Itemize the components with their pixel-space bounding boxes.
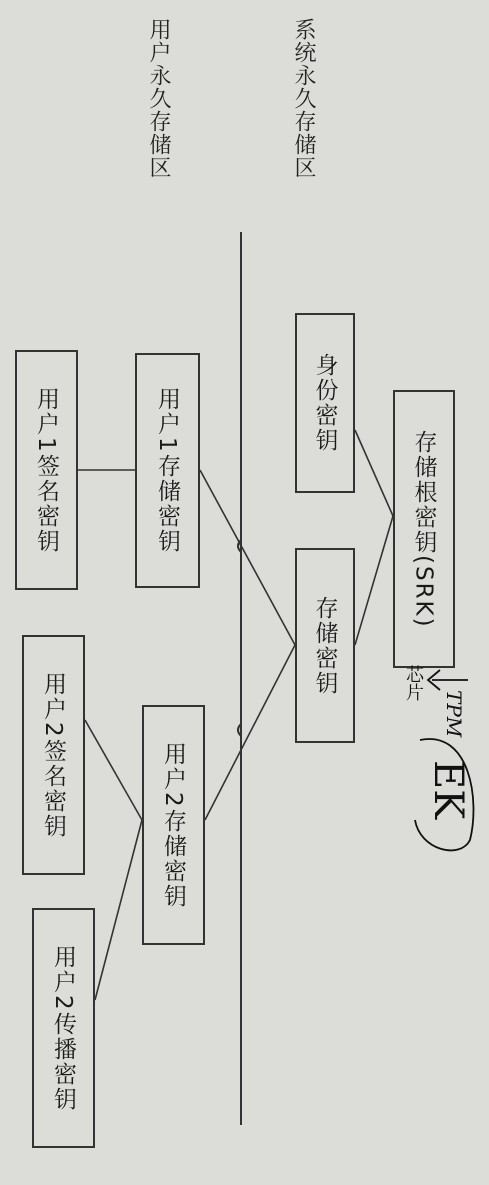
edge-srk-storage <box>355 516 393 645</box>
user1-storage-key-box <box>135 353 200 588</box>
srk-box <box>393 390 455 668</box>
edge-storage-user1 <box>200 470 295 645</box>
user1-sign-key-label: 用户1签名密钥 <box>33 386 59 554</box>
edge-storage-user2 <box>205 645 295 820</box>
edge-user2-sign <box>85 720 142 820</box>
user2-bind-key-label: 用户2传播密钥 <box>50 944 76 1112</box>
user2-sign-key-label: 用户2签名密钥 <box>40 671 66 839</box>
annotation-ek: EK <box>425 760 471 820</box>
annotation-chip: 芯片 <box>403 665 424 701</box>
identity-key-box <box>295 313 355 493</box>
edge-user2-bind <box>95 820 142 1000</box>
user2-sign-key-box <box>22 635 85 875</box>
user1-storage-key-label: 用户1存储密钥 <box>154 387 180 554</box>
storage-key-label: 存储密钥 <box>311 595 338 696</box>
identity-key-label: 身份密钥 <box>311 353 338 453</box>
srk-label: 存储根密钥(SRK) <box>410 429 437 629</box>
system-zone-label: 系统永久存储区 <box>291 18 316 179</box>
user2-storage-key-label: 用户2存储密钥 <box>160 741 186 909</box>
user2-bind-key-box <box>32 908 95 1148</box>
user1-sign-key-box <box>15 350 78 590</box>
edge-srk-identity <box>355 430 393 516</box>
user-zone-label: 用户永久存储区 <box>146 18 171 179</box>
storage-key-box <box>295 548 355 743</box>
annotation-tpm: TPM <box>442 690 466 738</box>
user2-storage-key-box <box>142 705 205 945</box>
